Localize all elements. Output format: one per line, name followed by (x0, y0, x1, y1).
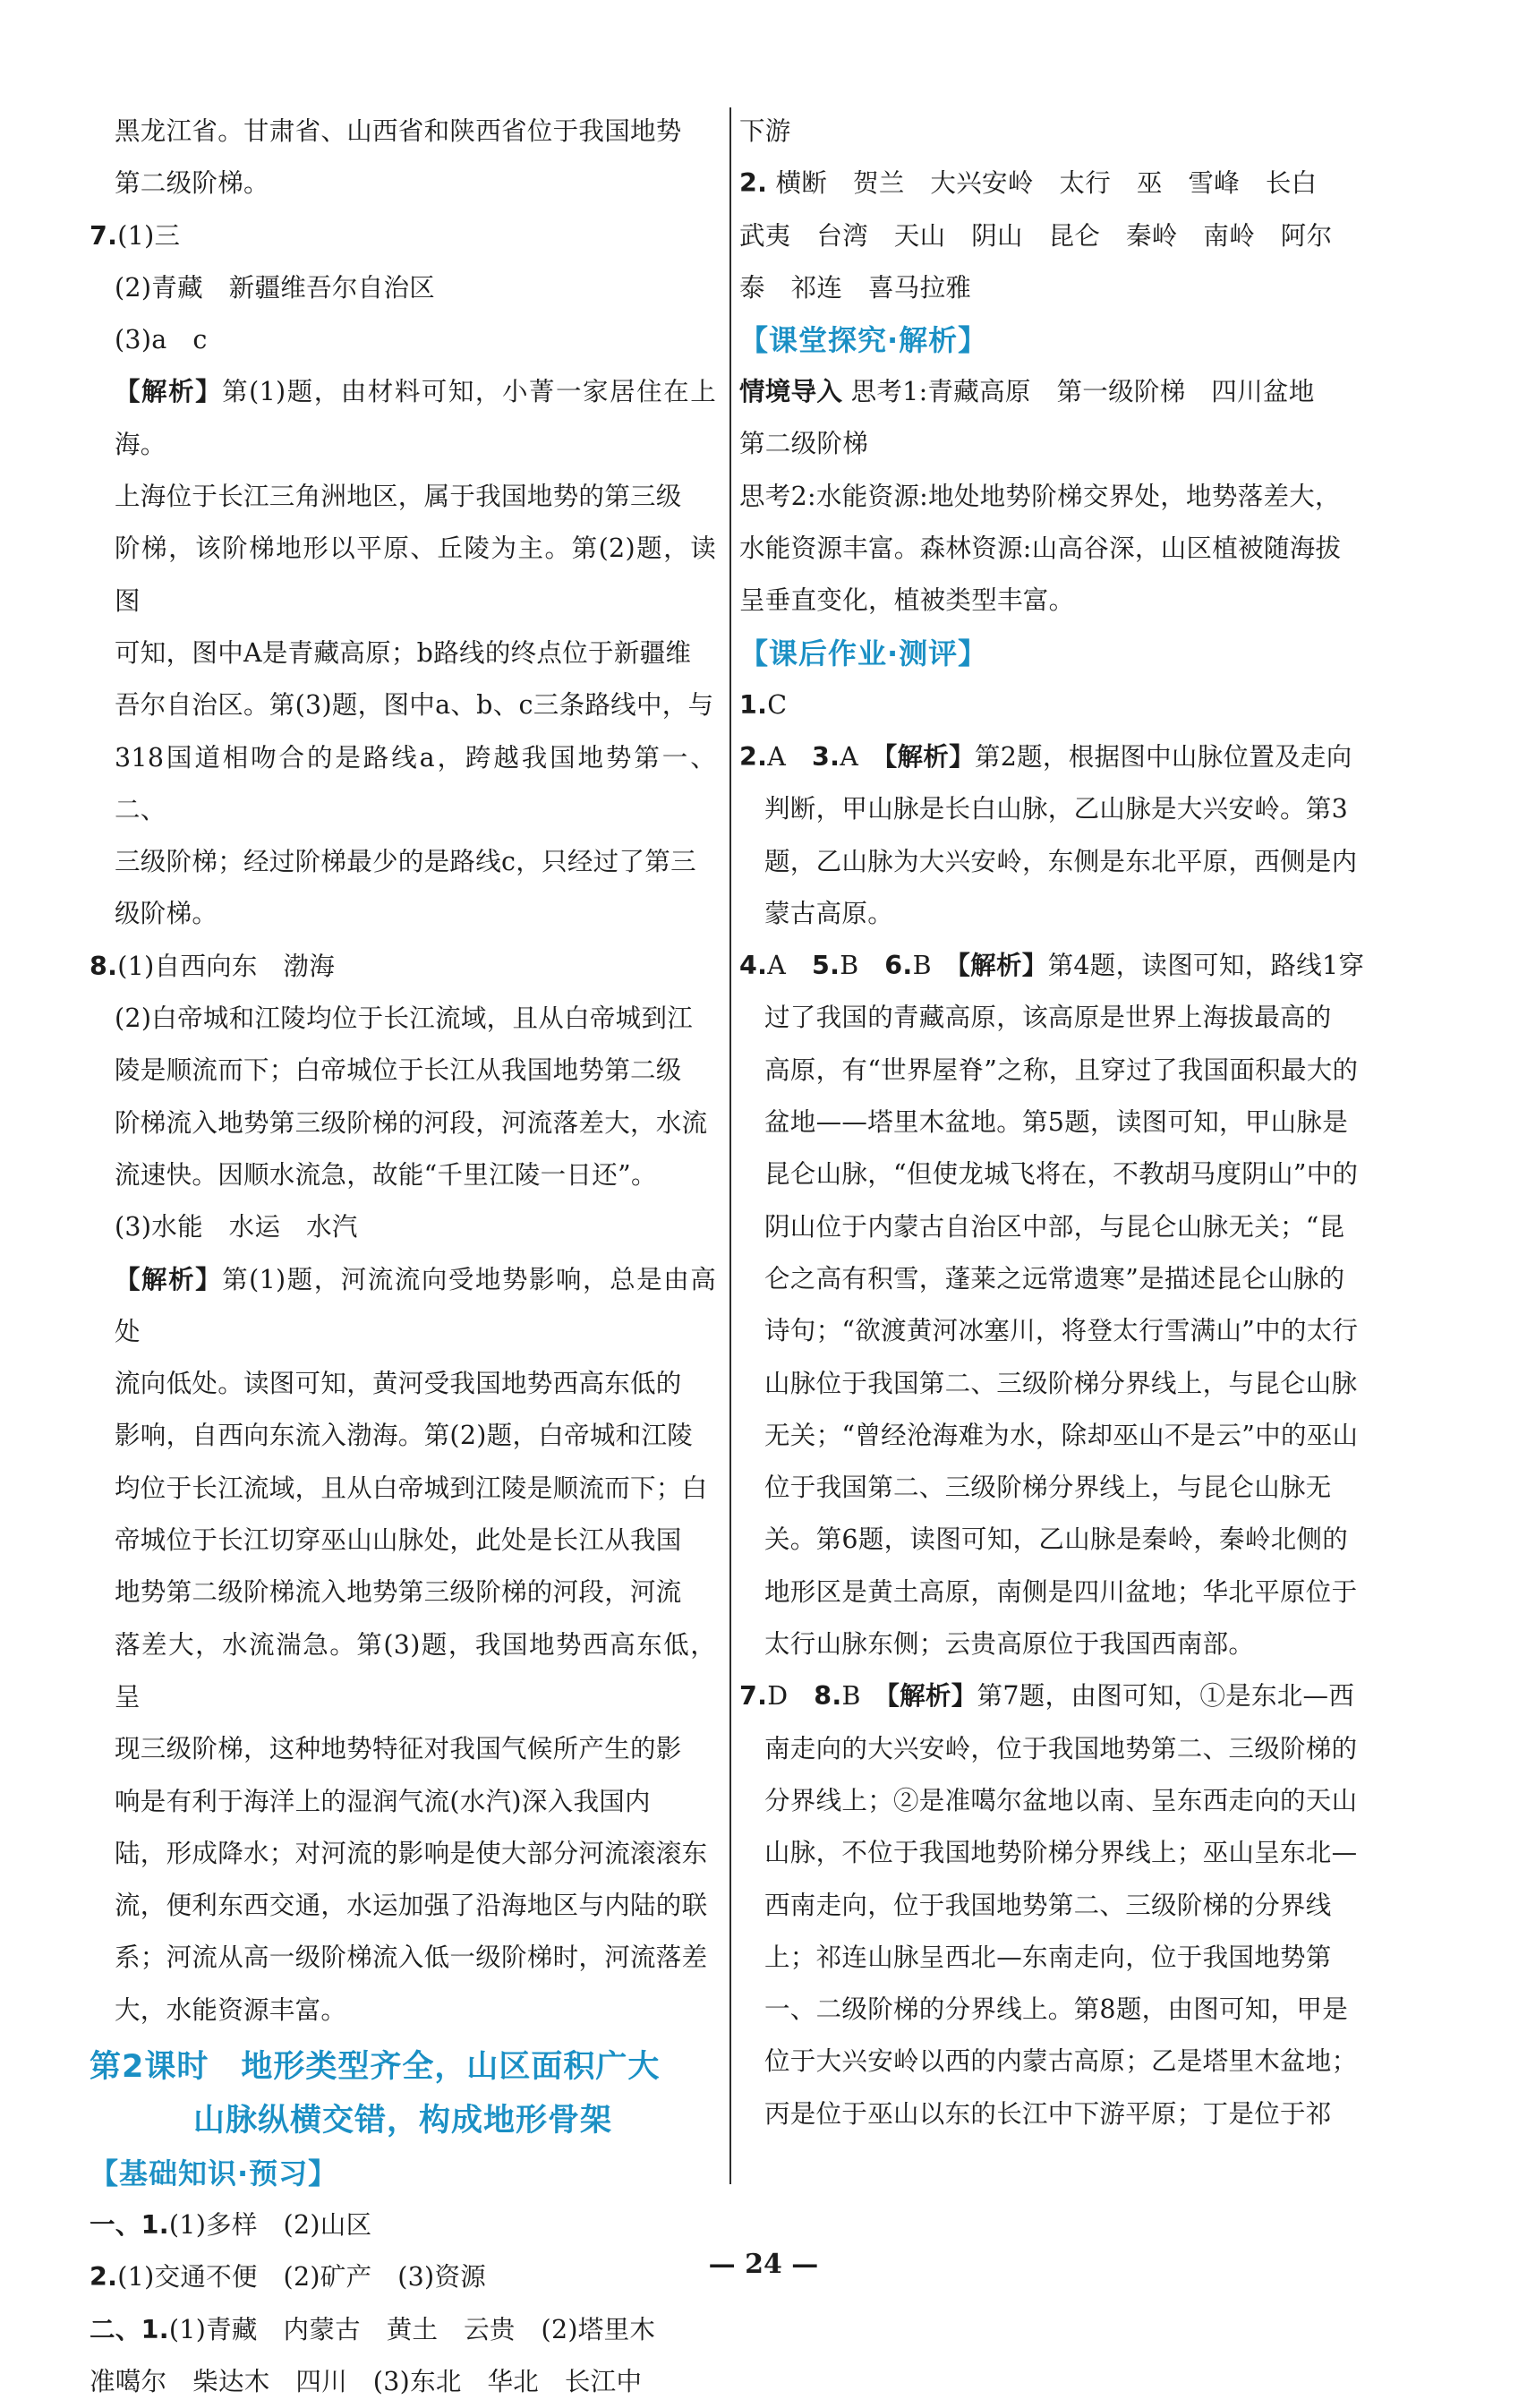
answer-line: 泰 祁连 喜马拉雅 (739, 272, 972, 303)
explanation-line: 西南走向，位于我国地势第二、三级阶梯的分界线 (764, 1890, 1332, 1920)
basic-answer-line (90, 2199, 716, 2251)
explanation-line: 影响，自西向东流入渤海。第(2)题，白帝城和江陵 (115, 1421, 694, 1451)
explanation-line: 丙是位于巫山以东的长江中下游平原；丁是位于祁 (764, 2098, 1332, 2129)
explanation-line: 流，便利东西交通，水运加强了沿海地区与内陆的联 (115, 1891, 708, 1921)
question-number: 1. (739, 689, 768, 720)
context-tag: 情境导入 (739, 377, 843, 407)
answer-part: B (912, 951, 932, 981)
explanation-text: 第(1)题，河流流向受地势影响，总是由高处 (115, 1264, 716, 1346)
answer-part: (1)交通不便 (2)矿产 (3)资源 (117, 2262, 487, 2293)
explanation-line: 级阶梯。 (115, 899, 218, 929)
explanation-line: 判断，甲山脉是长白山脉，乙山脉是大兴安岭。第3 (764, 794, 1349, 824)
answer-line: (2)青藏 新疆维吾尔自治区 (115, 272, 436, 303)
context-line (739, 366, 1377, 418)
explanation-line: 均位于长江流域，且从白帝城到江陵是顺流而下；白 (115, 1473, 708, 1503)
explanation-line: 陆，形成降水；对河流的影响是使大部分河流滚滚东 (115, 1838, 708, 1868)
explanation-line (90, 366, 716, 471)
answer-line: (2)白帝城和江陵均位于长江流域，且从白帝城到江 (115, 1003, 694, 1034)
explanation-line: 阴山位于内蒙古自治区中部，与昆仑山脉无关；“昆 (764, 1211, 1345, 1242)
answer-part: A (840, 741, 859, 772)
analysis-tag: 【解析】 (115, 377, 223, 407)
explanation-line: 太行山脉东侧；云贵高原位于我国西南部。 (764, 1629, 1255, 1660)
explanation-line: 昆仑山脉，“但使龙城飞将在，不教胡马度阴山”中的 (764, 1159, 1359, 1190)
answer-part: (1)三 (117, 220, 181, 251)
explanation-line: 大，水能资源丰富。 (115, 1994, 347, 2025)
analysis-tag: 【解析】 (957, 951, 1048, 981)
explanation-line: 流向低处。读图可知，黄河受我国地势西高东低的 (115, 1369, 682, 1399)
explanation-line: 山脉位于我国第二、三级阶梯分界线上，与昆仑山脉 (764, 1368, 1358, 1398)
explanation-line: 一、二级阶梯的分界线上。第8题，由图可知，甲是 (764, 1994, 1349, 2025)
context-line: 水能资源丰富。森林资源:山高谷深，山区植被随海拔 (739, 534, 1342, 564)
question-number: 5. (811, 951, 840, 981)
section-heading-class: 【课堂探究·解析】 (739, 323, 988, 358)
explanation-line: 帝城位于长江切穿巫山山脉处，此处是长江从我国 (115, 1525, 682, 1556)
answer-part: (1)自西向东 渤海 (117, 951, 336, 981)
answer-line: 武夷 台湾 天山 阴山 昆仑 秦岭 南岭 阿尔 (739, 220, 1333, 251)
explanation-line: 仑之高有积雪，蓬莱之远常遗寒”是描述昆仑山脉的 (764, 1263, 1345, 1294)
basic-answer-line: 准噶尔 柴达木 四川 (3)东北 华北 长江中 (90, 2366, 643, 2396)
homework-answer (739, 731, 1377, 783)
answer-line: 陵是顺流而下；白帝城位于长江从我国地势第二级 (115, 1055, 682, 1086)
question-number: 2. (90, 2262, 118, 2293)
explanation-line: 三级阶梯；经过阶梯最少的是路线c，只经过了第三 (115, 847, 696, 877)
explanation-line: 地势第二级阶梯流入地势第三级阶梯的河段，河流 (115, 1577, 682, 1608)
question-number: 2. (739, 168, 768, 199)
explanation-line: 系；河流从高一级阶梯流入低一级阶梯时，河流落差 (115, 1943, 708, 1973)
context-line: 呈垂直变化，植被类型丰富。 (739, 585, 1075, 616)
basic-answer-line (90, 2304, 716, 2356)
explanation-line: 地形区是黄土高原，南侧是四川盆地；华北平原位于 (764, 1576, 1358, 1607)
context-line: 思考2:水能资源:地处地势阶梯交界处，地势落差大， (739, 481, 1341, 511)
answer-part: (1)青藏 内蒙古 黄土 云贵 (2)塔里木 (168, 2314, 656, 2344)
section-heading-after: 【课后作业·测评】 (739, 636, 988, 670)
question-number: 2. (739, 741, 768, 772)
question-number: 7. (739, 1681, 768, 1712)
question-number: 3. (811, 741, 840, 772)
question-7-answer (90, 210, 716, 262)
explanation-line (90, 1254, 716, 1359)
question-number: 二、1. (90, 2314, 169, 2344)
answer-part: (1)多样 (2)山区 (168, 2209, 372, 2240)
explanation-line: 过了我国的青藏高原，该高原是世界上海拔最高的 (764, 1003, 1332, 1033)
question-number: 4. (739, 951, 768, 981)
explanation-line: 山脉，不位于我国地势阶梯分界线上；巫山呈东北— (764, 1838, 1358, 1868)
question-number: 6. (884, 951, 913, 981)
explanation-line: 吾尔自治区。第(3)题，图中a、b、c三条路线中，与 (115, 690, 714, 721)
question-number: 8. (90, 951, 118, 981)
question-8-answer (90, 941, 716, 993)
answer-part: A (767, 951, 787, 981)
homework-answer (739, 940, 1377, 992)
answer-part: C (767, 689, 788, 720)
question-number: 一、1. (90, 2209, 169, 2240)
explanation-line: 阶梯，该阶梯地形以平原、丘陵为主。第(2)题，读图 (115, 534, 716, 616)
explanation-line: 位于大兴安岭以西的内蒙古高原；乙是塔里木盆地； (764, 2046, 1358, 2077)
explanation-line: 上海位于长江三角洲地区，属于我国地势的第三级 (115, 482, 682, 512)
explanation-line: 诗句；“欲渡黄河冰塞川，将登太行雪满山”中的太行 (764, 1316, 1359, 1346)
lesson-title: 第2课时 地形类型齐全，山区面积广大 (90, 2048, 661, 2085)
homework-answer (739, 679, 1377, 731)
answer-part: A (767, 741, 787, 772)
column-divider (729, 107, 731, 2184)
explanation-text: 第4题，读图可知，路线1穿 (1047, 951, 1365, 981)
explanation-text: 第(1)题，由材料可知，小菁一家居住在上海。 (115, 377, 716, 459)
answer-part: 横断 贺兰 大兴安岭 太行 巫 雪峰 长白 (775, 168, 1318, 199)
explanation-line: 响是有利于海洋上的湿润气流(水汽)深入我国内 (115, 1786, 651, 1816)
analysis-tag: 【解析】 (883, 741, 975, 772)
explanation-line: 现三级阶梯，这种地势特征对我国气候所产生的影 (115, 1734, 682, 1764)
question-number: 8. (814, 1681, 842, 1712)
answer-part: B (841, 1681, 861, 1712)
answer-line: (3)a c (115, 325, 208, 355)
explanation-line: 高原，有“世界屋脊”之称，且穿过了我国面积最大的 (764, 1055, 1359, 1085)
explanation-line: 无关；“曾经沧海难为水，除却巫山不是云”中的巫山 (764, 1420, 1359, 1450)
text-line: 下游 (739, 116, 791, 146)
section-heading-basic: 【基础知识·预习】 (90, 2156, 338, 2190)
left-column (90, 106, 716, 2408)
explanation-line: 南走向的大兴安岭，位于我国地势第二、三级阶梯的 (764, 1733, 1358, 1763)
analysis-tag: 【解析】 (886, 1681, 977, 1712)
text-line: 第二级阶梯。 (115, 168, 269, 199)
answer-line: (3)水能 水运 水汽 (115, 1212, 358, 1242)
lesson-subtitle: 山脉纵横交错，构成地形骨架 (192, 2102, 612, 2139)
explanation-line: 蒙古高原。 (764, 898, 894, 928)
explanation-text: 第2题，根据图中山脉位置及走向 (974, 741, 1352, 772)
answer-line (739, 158, 1377, 209)
explanation-line: 关。第6题，读图可知，乙山脉是秦岭，秦岭北侧的 (764, 1524, 1349, 1555)
answer-line: 阶梯流入地势第三级阶梯的河段，河流落差大，水流 (115, 1107, 708, 1138)
answer-part: B (840, 951, 859, 981)
explanation-line: 盆地——塔里木盆地。第5题，读图可知，甲山脉是 (764, 1107, 1349, 1138)
page-number: — 24 — (708, 2249, 819, 2280)
right-column (739, 106, 1377, 2140)
homework-answer (739, 1670, 1377, 1722)
explanation-line: 上；祁连山脉呈西北—东南走向，位于我国地势第 (764, 1942, 1332, 1972)
analysis-tag: 【解析】 (115, 1264, 223, 1294)
answer-part: D (767, 1681, 789, 1712)
question-number: 7. (90, 220, 118, 251)
explanation-line: 落差大，水流湍急。第(3)题，我国地势西高东低，呈 (115, 1629, 716, 1712)
explanation-line: 可知，图中A是青藏高原；b路线的终点位于新疆维 (115, 637, 692, 668)
text-line: 黑龙江省。甘肃省、山西省和陕西省位于我国地势 (115, 116, 682, 146)
explanation-line: 分界线上；②是准噶尔盆地以南、呈东西走向的天山 (764, 1785, 1358, 1815)
context-line: 第二级阶梯 (739, 429, 869, 459)
explanation-line: 题，乙山脉为大兴安岭，东侧是东北平原，西侧是内 (764, 846, 1358, 876)
explanation-line: 318国道相吻合的是路线a，跨越我国地势第一、二、 (115, 742, 716, 824)
explanation-text: 第7题，由图可知，①是东北—西 (977, 1681, 1355, 1712)
context-text: 思考1:青藏高原 第一级阶梯 四川盆地 (850, 377, 1315, 407)
explanation-line: 位于我国第二、三级阶梯分界线上，与昆仑山脉无 (764, 1473, 1332, 1503)
answer-line: 流速快。因顺水流急，故能“千里江陵一日还”。 (115, 1159, 657, 1190)
